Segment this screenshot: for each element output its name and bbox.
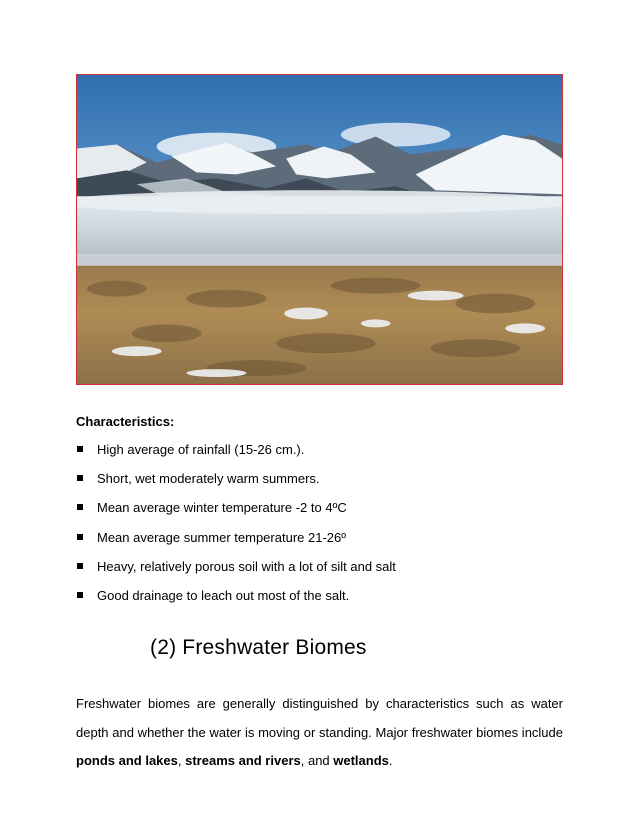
freshwater-paragraph [76, 690, 563, 776]
list-item [76, 559, 396, 588]
list-item [76, 530, 396, 559]
paragraph-end: . [388, 753, 393, 768]
characteristics-list [76, 442, 396, 617]
list-item [76, 471, 396, 500]
square-bullet-icon [77, 592, 83, 598]
list-item-text: Short, wet moderately warm summers. [97, 471, 320, 487]
list-item-text: Mean average winter temperature -2 to 4ºC [97, 500, 347, 516]
snowy-mountains-image [77, 75, 562, 384]
list-item [76, 588, 396, 617]
term-streams-rivers: streams and rivers [185, 753, 301, 768]
separator: , and [300, 753, 334, 768]
list-item-text: High average of rainfall (15-26 cm.). [97, 442, 305, 457]
landscape-photo [76, 74, 563, 385]
characteristics-heading: Characteristics: [76, 414, 175, 429]
paragraph-intro: Freshwater biomes are generally distinguished by characteristics such as water depth and whether the water is moving or standing. Major freshwater biomes include [76, 696, 563, 740]
list-item-text: Heavy, relatively porous soil with a lot of silt and salt [97, 558, 396, 574]
term-ponds-lakes: ponds and lakes [76, 753, 178, 768]
term-wetlands: wetlands [333, 753, 389, 768]
list-item [76, 442, 396, 471]
square-bullet-icon [77, 563, 83, 569]
square-bullet-icon [77, 446, 83, 452]
square-bullet-icon [77, 504, 83, 510]
section-title: (2) Freshwater Biomes [150, 636, 367, 659]
square-bullet-icon [77, 475, 83, 481]
list-item-text: Mean average summer temperature 21-26º [97, 529, 346, 545]
separator: , [177, 753, 186, 768]
square-bullet-icon [77, 534, 83, 540]
list-item-text: Good drainage to leach out most of the salt. [97, 587, 350, 603]
list-item [76, 500, 396, 529]
